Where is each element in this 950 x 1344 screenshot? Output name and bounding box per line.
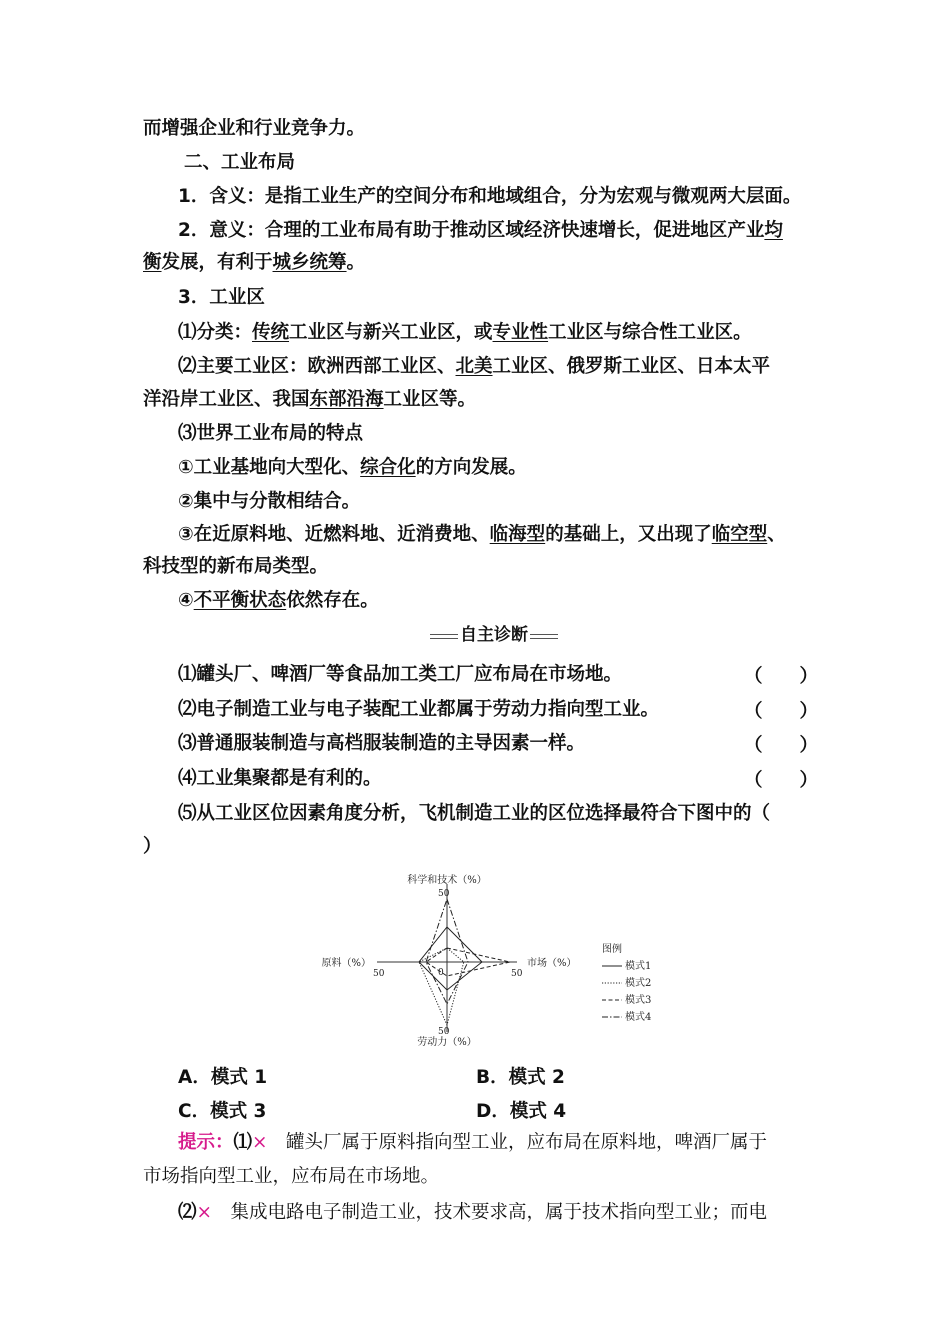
sub-classification: ⑴分类：传统工业区与新兴工业区，或专业性工业区与综合性工业区。 bbox=[178, 322, 752, 343]
question-4: ⑷工业集聚都是有利的。 bbox=[178, 768, 382, 789]
answer-blank-4: （ ） bbox=[744, 770, 819, 791]
sub-main-zones-cont: 洋沿岸工业区、我国东部沿海工业区等。 bbox=[143, 389, 477, 410]
question-5-cont: ） bbox=[143, 836, 162, 857]
axis-label-2: 市场（%） bbox=[527, 958, 577, 969]
sub-features: ⑶世界工业布局的特点 bbox=[178, 423, 364, 444]
cross-mark-icon: × bbox=[252, 1132, 268, 1153]
option-a[interactable]: A．模式 1 bbox=[178, 1067, 268, 1088]
hint-label: 提示： bbox=[178, 1132, 234, 1153]
axis-label-1: 科学和技术（%） bbox=[407, 875, 487, 886]
question-2: ⑵电子制造工业与电子装配工业都属于劳动力指向型工业。 bbox=[178, 699, 660, 720]
cross-mark-icon: × bbox=[196, 1202, 213, 1223]
item-definition: 1．含义：是指工业生产的空间分布和地域组合，分为宏观与微观两大层面。 bbox=[178, 186, 802, 207]
legend-title: 图例 bbox=[602, 944, 622, 955]
tick-label-4: 50 bbox=[373, 969, 385, 979]
answer-blank-2: （ ） bbox=[744, 701, 819, 722]
axis-label-4: 原料（%） bbox=[321, 958, 371, 969]
answer-blank-3: （ ） bbox=[744, 735, 819, 756]
hint-1: 提示：⑴× 罐头厂属于原料指向型工业，应布局在原料地，啤酒厂属于 bbox=[178, 1132, 768, 1153]
item-significance: 2．意义：合理的工业布局有助于推动区域经济快速增长，促进地区产业均 bbox=[178, 220, 783, 241]
question-1: ⑴罐头厂、啤酒厂等食品加工类工厂应布局在市场地。 bbox=[178, 664, 623, 685]
paragraph-continuation: 而增强企业和行业竞争力。 bbox=[143, 118, 366, 139]
series-2 bbox=[419, 948, 464, 1025]
feature-4: ④不平衡状态依然存在。 bbox=[178, 590, 379, 611]
legend-entry-1: 模式1 bbox=[625, 961, 652, 972]
radar-chart bbox=[320, 862, 680, 1052]
question-5: ⑸从工业区位因素角度分析，飞机制造工业的区位选择最符合下图中的（ bbox=[178, 803, 771, 824]
legend-entry-3: 模式3 bbox=[625, 995, 652, 1006]
sub-main-zones: ⑵主要工业区：欧洲西部工业区、北美工业区、俄罗斯工业区、日本太平 bbox=[178, 356, 771, 377]
option-b[interactable]: B．模式 2 bbox=[476, 1067, 565, 1088]
legend-entry-4: 模式4 bbox=[625, 1012, 652, 1023]
feature-3-cont: 科技型的新布局类型。 bbox=[143, 556, 329, 577]
tick-label-2: 50 bbox=[511, 969, 523, 979]
option-c[interactable]: C．模式 3 bbox=[178, 1101, 267, 1122]
question-3: ⑶普通服装制造与高档服装制造的主导因素一样。 bbox=[178, 733, 586, 754]
feature-1: ①工业基地向大型化、综合化的方向发展。 bbox=[178, 457, 527, 478]
section-heading: 二、工业布局 bbox=[184, 152, 296, 173]
self-diagnosis-banner: 自主诊断 bbox=[430, 624, 558, 646]
option-d[interactable]: D．模式 4 bbox=[476, 1101, 567, 1122]
axis-label-3: 劳动力（%） bbox=[417, 1037, 477, 1048]
legend-entry-2: 模式2 bbox=[625, 978, 652, 989]
hint-1-cont: 市场指向型工业，应布局在市场地。 bbox=[143, 1166, 440, 1187]
item-significance-cont: 衡发展，有利于城乡统筹。 bbox=[143, 252, 366, 273]
tick-label-3: 50 bbox=[438, 1027, 450, 1037]
feature-3: ③在近原料地、近燃料地、近消费地、临海型的基础上，又出现了临空型、 bbox=[178, 524, 786, 545]
hint-2: ⑵× 集成电路电子制造工业，技术要求高，属于技术指向型工业；而电 bbox=[178, 1202, 768, 1223]
answer-blank-1: （ ） bbox=[744, 666, 819, 687]
item-industrial-zone: 3．工业区 bbox=[178, 287, 265, 308]
center-label: 0 bbox=[438, 968, 444, 978]
feature-2: ②集中与分散相结合。 bbox=[178, 491, 361, 512]
series-1 bbox=[419, 927, 482, 990]
tick-label-1: 50 bbox=[438, 889, 450, 899]
